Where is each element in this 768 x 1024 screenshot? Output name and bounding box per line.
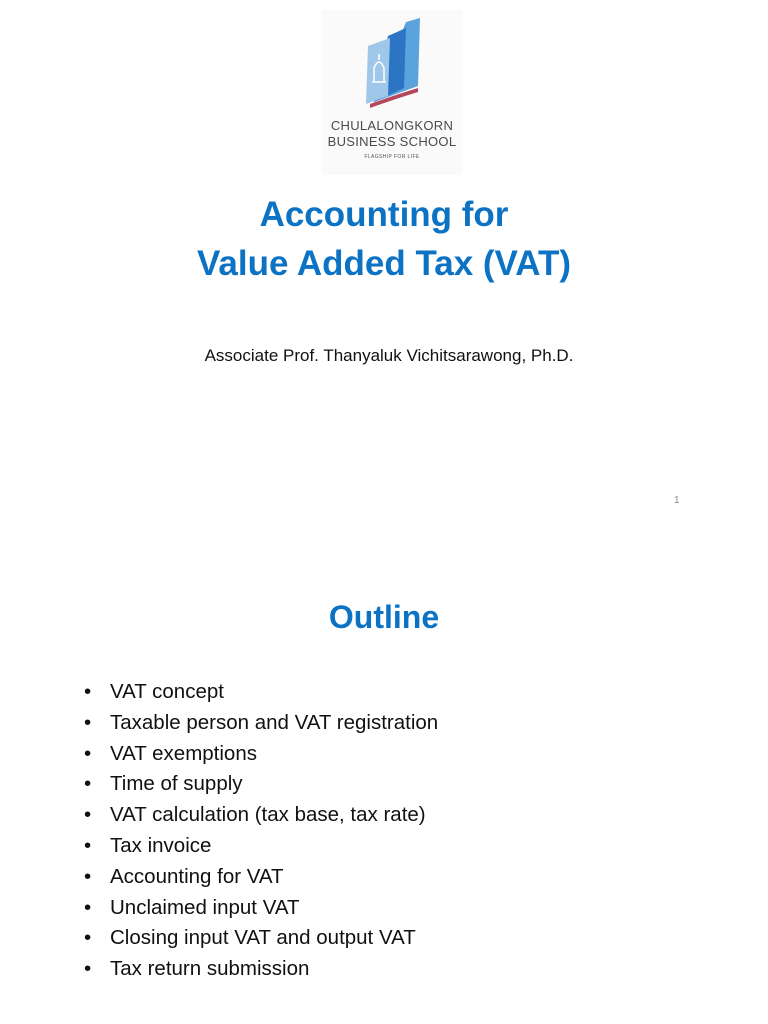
- list-item: [84, 677, 438, 708]
- bullet-icon: •: [84, 895, 92, 919]
- list-item: [84, 923, 438, 954]
- list-item: [84, 831, 438, 862]
- author-name: Associate Prof. Thanyaluk Vichitsarawong, Ph.D.: [204, 346, 574, 365]
- logo-tagline: FLAGSHIP FOR LIFE: [364, 154, 420, 160]
- bullet-icon: •: [84, 833, 92, 857]
- list-item-text: Tax return submission: [110, 957, 310, 981]
- list-item: [84, 739, 438, 770]
- logo-emblem-icon: [362, 16, 422, 116]
- school-logo: [322, 10, 462, 175]
- list-item: [84, 954, 438, 985]
- title-line-1: Accounting for: [259, 195, 509, 234]
- bullet-icon: •: [84, 803, 92, 827]
- list-item-text: VAT calculation (tax base, tax rate): [110, 803, 426, 827]
- slide-page-number: 1: [674, 495, 680, 506]
- list-item: [84, 769, 438, 800]
- title-line-2: Value Added Tax (VAT): [196, 244, 572, 283]
- bullet-icon: •: [84, 772, 92, 796]
- bullet-icon: •: [84, 864, 92, 888]
- list-item: [84, 893, 438, 924]
- bullet-icon: •: [84, 680, 92, 703]
- outline-list: [84, 677, 438, 985]
- list-item: [84, 862, 438, 893]
- list-item-text: Unclaimed input VAT: [110, 895, 300, 919]
- bullet-icon: •: [84, 926, 92, 950]
- list-item-text: Closing input VAT and output VAT: [110, 926, 416, 950]
- bullet-icon: •: [84, 957, 92, 981]
- list-item-text: Tax invoice: [110, 833, 212, 857]
- outline-title: Outline: [328, 599, 440, 635]
- list-item-text: Taxable person and VAT registration: [110, 710, 439, 734]
- list-item: [84, 708, 438, 739]
- bullet-icon: •: [84, 710, 92, 734]
- list-item-text: Time of supply: [110, 772, 243, 796]
- list-item-text: VAT concept: [110, 680, 224, 703]
- list-item-text: VAT exemptions: [110, 741, 257, 765]
- bullet-icon: •: [84, 741, 92, 765]
- logo-school-subtitle: BUSINESS SCHOOL: [327, 134, 457, 149]
- outline-slide: [0, 512, 768, 1024]
- list-item: [84, 800, 438, 831]
- list-item-text: Accounting for VAT: [110, 864, 284, 888]
- logo-school-name: CHULALONGKORN: [330, 118, 454, 133]
